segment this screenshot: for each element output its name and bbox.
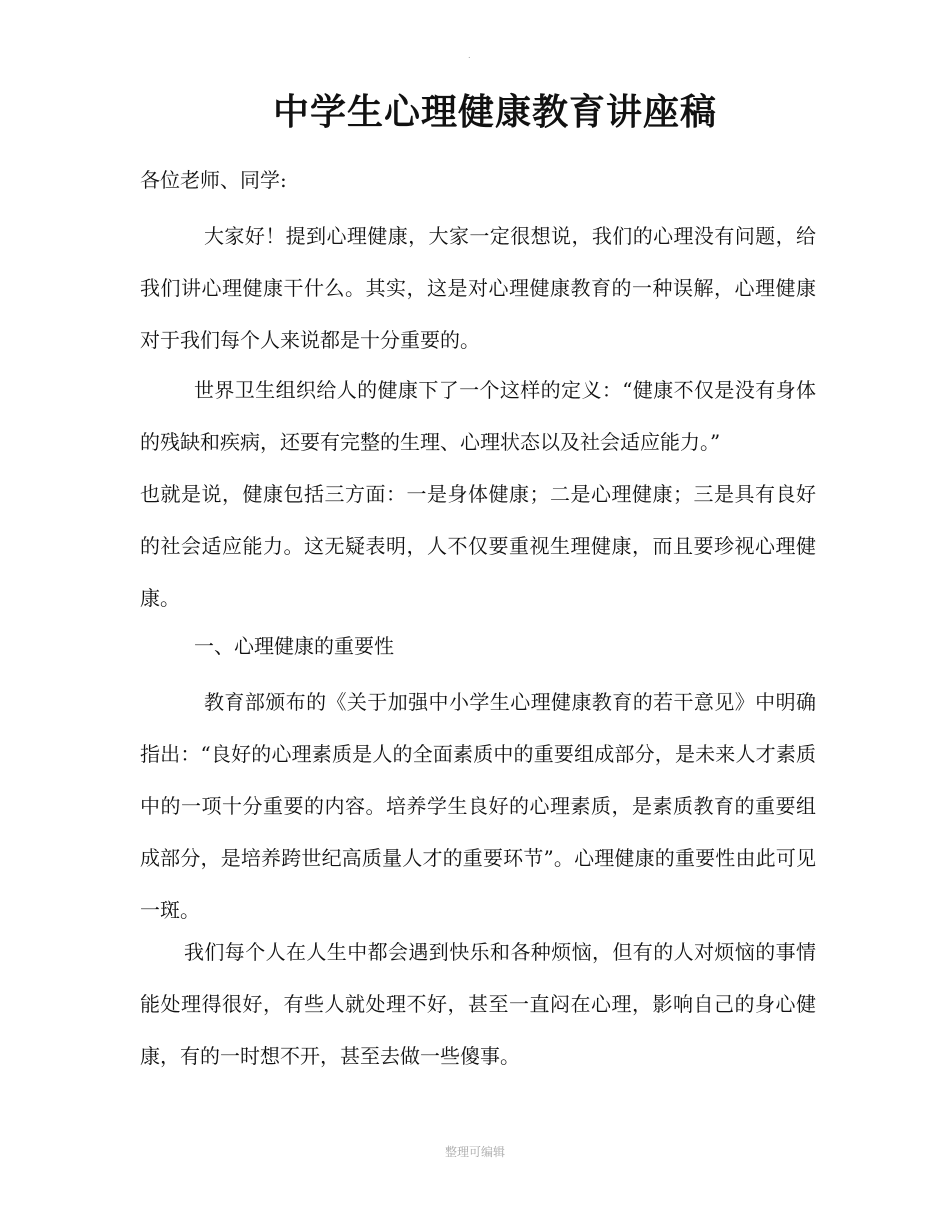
paragraph-three-aspects: 也就是说，健康包括三方面：一是身体健康；二是心理健康；三是具有良好的社会适应能力。这无疑表明，人不仅要重视生理健康，而且要珍视心理健康。: [140, 482, 816, 610]
document-title: 中学生心理健康教育讲座稿: [272, 92, 717, 133]
greeting: 各位老师、同学:: [140, 168, 287, 192]
section-heading-importance: 一、心理健康的重要性: [194, 634, 394, 658]
header-mark: .: [468, 51, 471, 60]
paragraph-intro: 大家好！提到心理健康，大家一定很想说，我们的心理没有问题，给我们讲心理健康干什么。其实，这是对心理健康教育的一种误解，心理健康对于我们每个人来说都是十分重要的。: [140, 224, 816, 352]
footer-watermark: 整理可编辑: [444, 1145, 505, 1159]
paragraph-who-definition: 世界卫生组织给人的健康下了一个这样的定义：“健康不仅是没有身体的残缺和疾病，还要有完整的生理、心理状态以及社会适应能力。”: [140, 378, 816, 454]
paragraph-troubles: 我们每个人在人生中都会遇到快乐和各种烦恼，但有的人对烦恼的事情能处理得很好，有些人就处理不好，甚至一直闷在心理，影响自己的身心健康，有的一时想不开，甚至去做一些傻事。: [140, 940, 816, 1068]
paragraph-ministry-opinion: 教育部颁布的《关于加强中小学生心理健康教育的若干意见》中明确指出：“良好的心理素质是人的全面素质中的重要组成部分，是未来人才素质中的一项十分重要的内容。培养学生良好的心理素质，是素质教育的重要组成部分，是培养跨世纪高质量人才的重要环节”。心理健康的重要性由此可见一斑。: [140, 690, 816, 922]
